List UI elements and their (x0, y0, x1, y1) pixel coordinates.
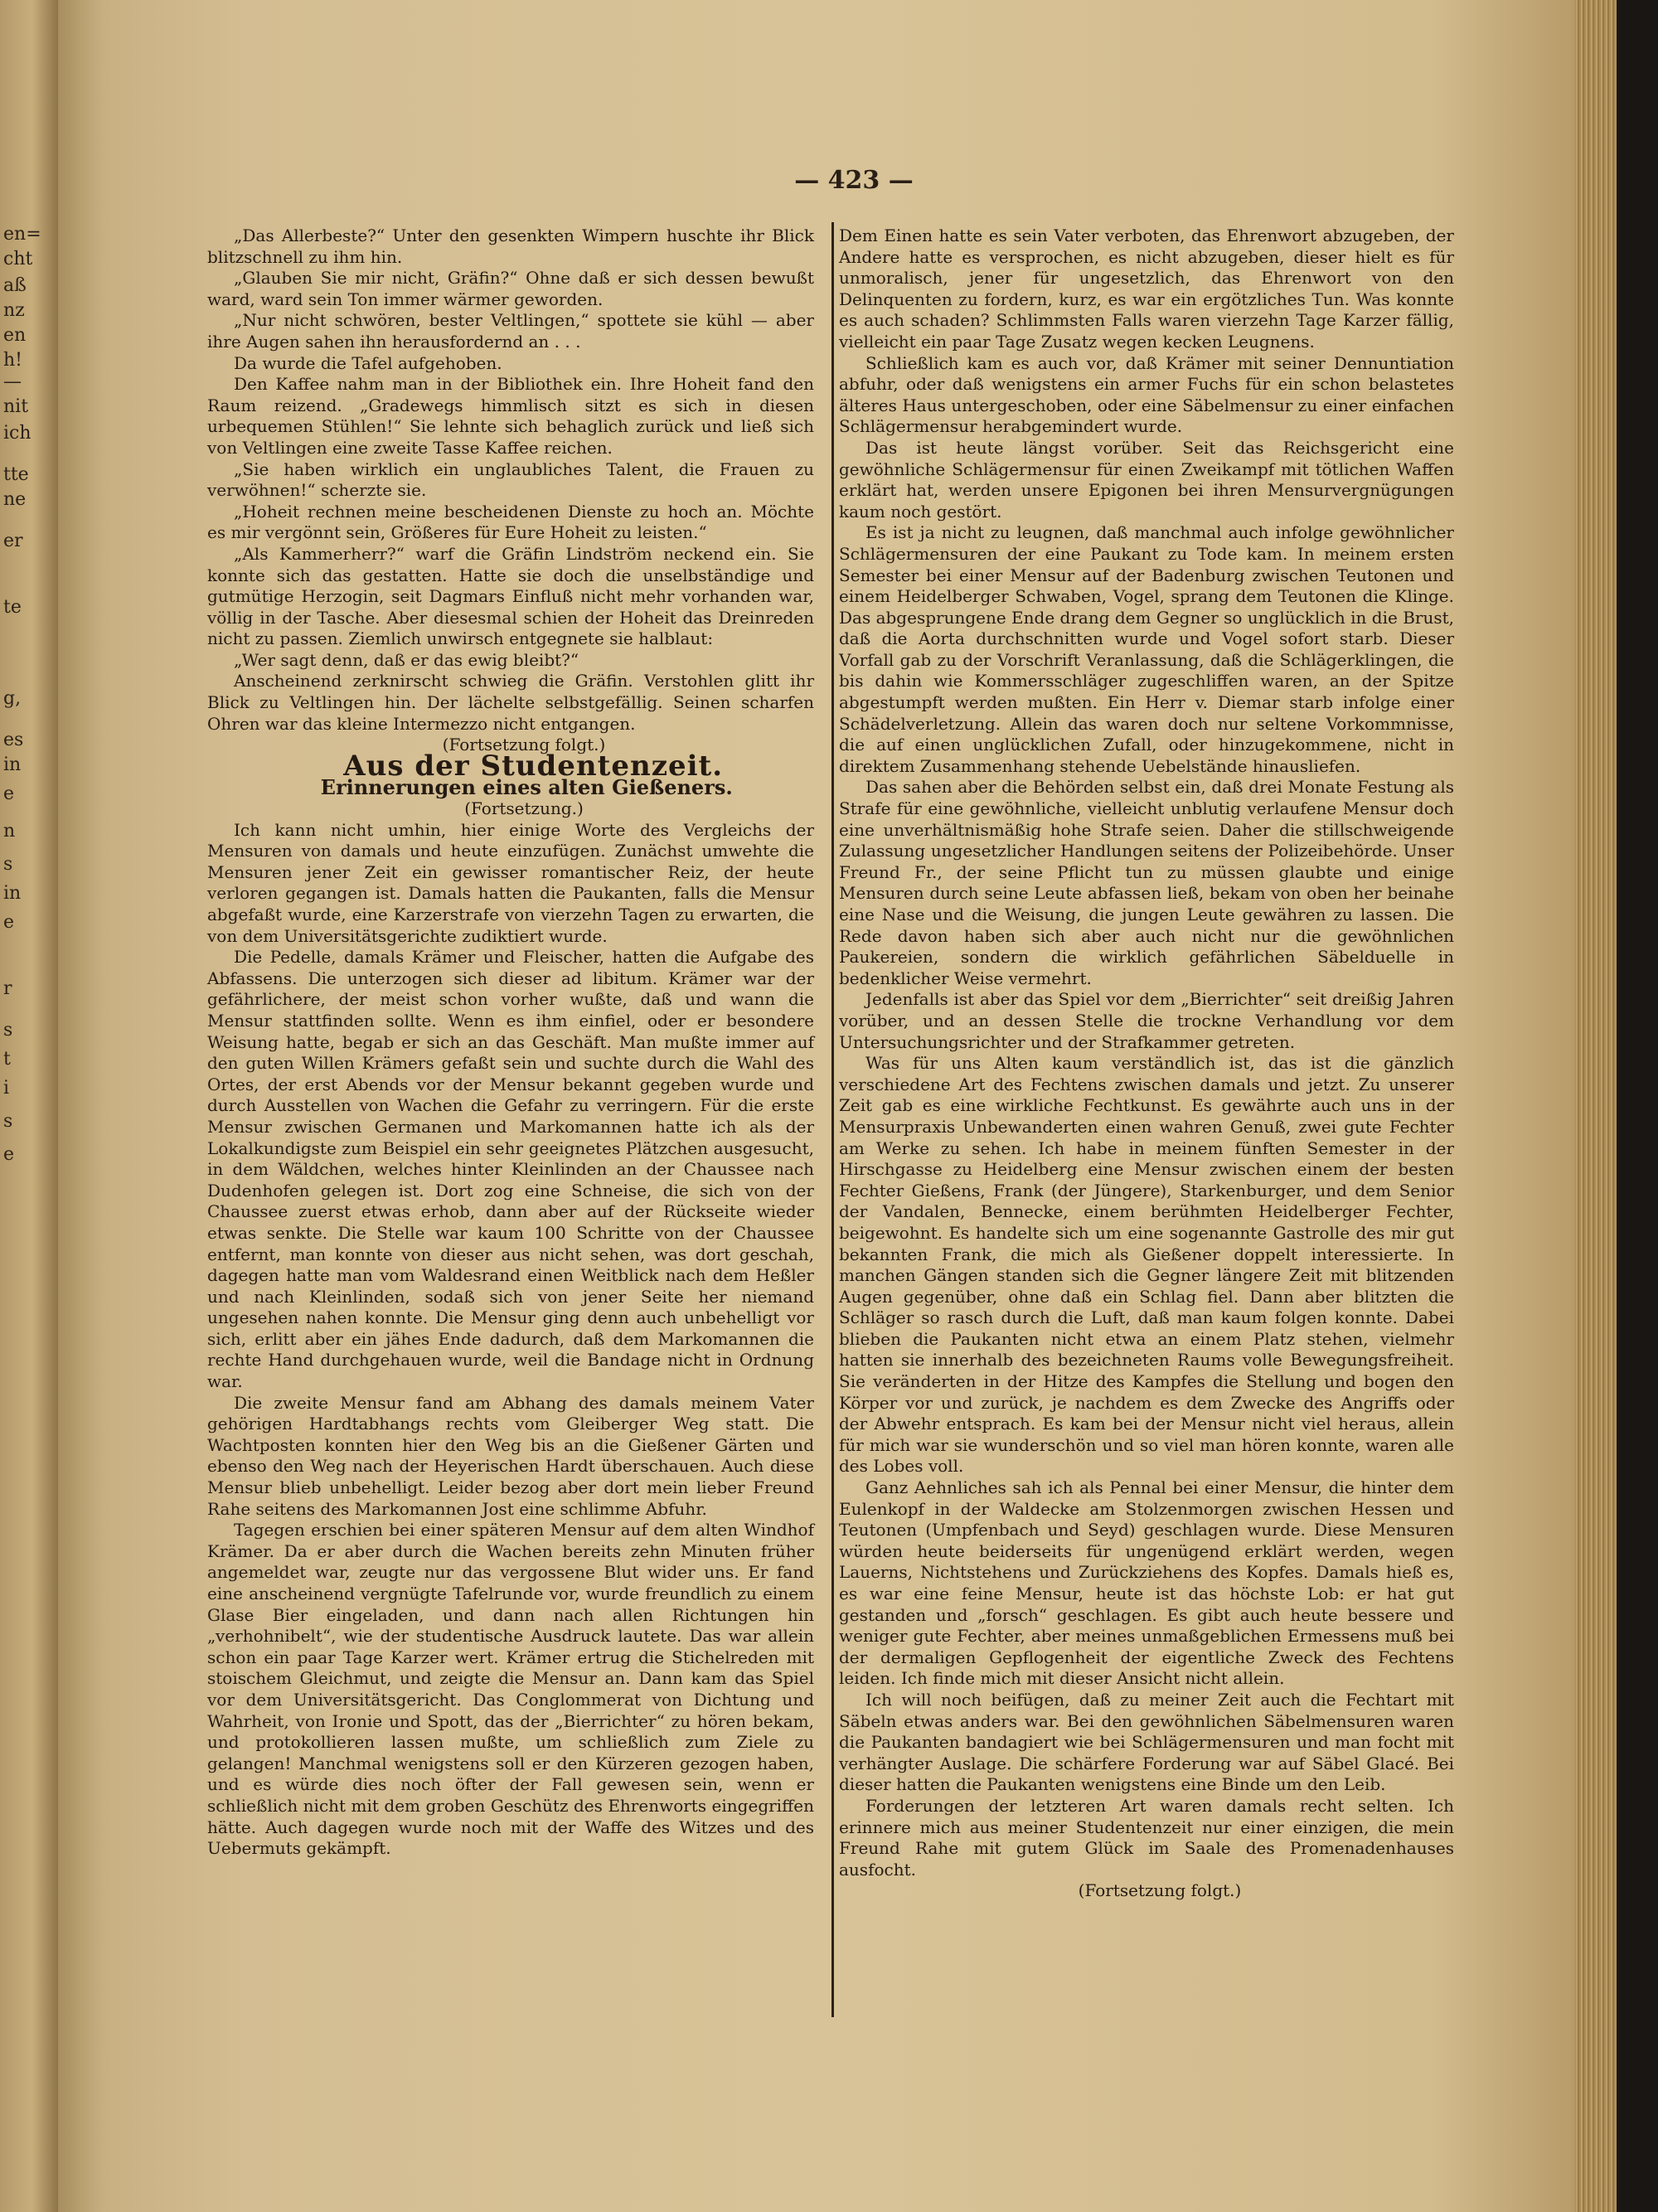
previous-page-fragment: e (3, 783, 15, 804)
paragraph: Jedenfalls ist aber das Spiel vor dem „Bierrichter“ seit dreißig Jahren vorüber, und an dessen Stelle die trockne Verhandlung vor dem Untersuchungsrichter und der Strafkammer getreten. (839, 989, 1454, 1052)
paragraph: Forderungen der letzteren Art waren damals recht selten. Ich erinnere mich aus meiner Studentenzeit nur einer einzigen, die mein Freund Rahe mit gutem Glück im Saale des Promenadenhauses ausfocht. (839, 1795, 1454, 1880)
paragraph: „Wer sagt denn, daß er das ewig bleibt?“ (234, 649, 579, 670)
paragraph: „Das Allerbeste?“ Unter den gesenkten Wimpern huschte ihr Blick blitzschnell zu ihm hin. (207, 226, 814, 267)
paragraph: Da wurde die Tafel aufgehoben. (234, 352, 502, 373)
previous-page-fragment: tte (3, 464, 29, 485)
page-number: — 423 — (794, 166, 914, 195)
paragraph: Die Pedelle, damals Krämer und Fleischer, hatten die Aufgabe des Abfassens. Die unterzogen sich dieser ad libitum. Krämer war der gefährlichere, der meist schon vorher wußte, daß und wann die Mensur stattfinden sollte. Wenn es ihm einfiel, oder er besondere Weisung hatte, begab er sich an das Geschäft. Man mußte immer auf den guten Willen Krämers gefaßt sein und suchte durch die Wahl des Ortes, der erst Abends vor der Mensur bekannt gegeben wurde und durch Ausstellen von Wachen die Gefahr zu verringern. Für die erste Mensur zwischen Germanen und Markomannen hatte ich als der Lokalkundigste zum Beispiel ein sehr geeignetes Plätzchen ausgesucht, in dem Wäldchen, welches hinter Kleinlinden an der Chaussee nach Dudenhofen gelegen ist. Dort zog eine Schneise, die sich von der Chaussee zuerst etwas erhob, dann aber auf der Rückseite wieder etwas senkte. Die Stelle war kaum 100 Schritte von der Chaussee entfernt, man konnte von dieser aus nicht sehen, was dort geschah, dagegen hatte man vom Waldesrand einen Weitblick nach dem Heßler und nach Kleinlinden, sodaß sich von jener Seite her niemand ungesehen nahen konnte. Die Mensur ging denn auch unbehelligt vor sich, erlitt aber ein jähes Ende dadurch, daß dem Markomannen die rechte Hand durchgehauen wurde, weil die Bandage nicht in Ordnung war. (207, 947, 814, 1392)
previous-page-fragment: e (3, 1144, 15, 1165)
paragraph: Ich will noch beifügen, daß zu meiner Zeit auch die Fechtart mit Säbeln etwas anders war. Bei den gewöhnlichen Säbelmensuren waren die Paukanten bandagiert wie bei Schlägermensuren und man focht mit verhängter Auslage. Die schärfere Forderung war auf Säbel Glacé. Bei dieser hatten die Paukanten wenigstens eine Binde um den Leib. (839, 1689, 1454, 1795)
paragraph: Es ist ja nicht zu leugnen, daß manchmal auch infolge gewöhnlicher Schlägermensuren der eine Paukant zu Tode kam. In meinem ersten Semester bei einer Mensur auf der Badenburg zwischen Teutonen und einem Heidelberger Schwaben, Vogel, sprang dem Teutonen die Klinge. Das abgesprungene Ende drang dem Gegner so unglücklich in die Brust, daß die Aorta durchschnitten wurde und Vogel sofort starb. Dieser Vorfall gab zu der Vorschrift Veranlassung, daß die Schlägerklingen, die bis dahin wie Kommersschläger zugeschliffen waren, an der Spitze abgestumpft werden mußten. Ein Herr v. Diemar starb infolge einer Schädelverletzung. Allein das waren doch nur seltene Vorkommnisse, die auf einen unglücklichen Zufall, oder hinzugekommene, nicht in direktem Zusammenhang stehende Uebelstände hinausliefen. (839, 522, 1454, 776)
paragraph: Ganz Aehnliches sah ich als Pennal bei einer Mensur, die hinter dem Eulenkopf in der Waldecke am Stolzenmorgen zwischen Hessen und Teutonen (Umpfenbach und Seyd) geschlagen wurde. Diese Mensuren würden heute beiderseits für ungenügend erklärt werden, wegen Lauerns, Nichtstehens und Zurückziehens des Kopfes. Damals hieß es, es war eine feine Mensur, heute ist das höchste Lob: er hat gut gestanden und „forsch“ geschlagen. Es gibt auch heute bessere und weniger gute Fechter, aber meines unmaßgeblichen Ermessens muß bei der dermaligen Gepflogenheit der eigentliche Zweck des Fechtens leiden. Ich finde mich mit dieser Ansicht nicht allein. (839, 1477, 1454, 1689)
paragraph: „Sie haben wirklich ein unglaubliches Talent, die Frauen zu verwöhnen!“ scherzte sie. (207, 458, 814, 501)
previous-page-fragment: i (3, 1078, 10, 1099)
previous-page-fragment: g, (3, 688, 22, 709)
previous-page-fragment: r (3, 978, 12, 999)
section-note: (Fortsetzung.) (464, 798, 584, 819)
previous-page-fragment: in (3, 754, 22, 775)
previous-page-fragment: ne (3, 489, 27, 510)
previous-page-fragment: n (3, 821, 16, 842)
paragraph: Tagegen erschien bei einer späteren Mensur auf dem alten Windhof Krämer. Da er aber durch die Wachen bereits zehn Minuten früher angemeldet war, zeugte nur das vergossene Blut wider uns. Er fand eine anscheinend vergnügte Tafelrunde vor, wurde freundlich zu einem Glase Bier eingeladen, und dann nach allen Richtungen hin „verhohnibelt“, wie der studentische Ausdruck lautete. Das war allein schon ein paar Tage Karzer wert. Krämer ertrug die Stichelreden mit stoischem Gleichmut, und zeigte die Mensur an. Dann kam das Spiel vor dem Universitätsgericht. Das Conglommerat von Dichtung und Wahrheit, von Ironie und Spott, das der „Bierrichter“ zu hören bekam, und protokollieren lassen mußte, um schließlich zum Ziele zu gelangen! Manchmal wenigstens soll er den Kürzeren gezogen haben, und es würde dies noch öfter der Fall gewesen sein, wenn er schließlich nicht mit dem groben Geschütz des Ehrenworts eingegriffen hätte. Auch dagegen wurde noch mit der Waffe des Witzes und des Uebermuts gekämpft. (207, 1520, 814, 1859)
right-column (839, 226, 1454, 1902)
previous-page-fragment: ich (3, 423, 32, 444)
left-column (207, 226, 814, 1860)
previous-page-fragment: — (3, 371, 22, 392)
previous-page-fragment: nit (3, 396, 29, 417)
previous-page-fragment: cht (3, 249, 33, 269)
section-title: Aus der Studentenzeit. (343, 749, 724, 783)
previous-page-fragment: en (3, 325, 27, 346)
continued-note: (Fortsetzung folgt.) (442, 735, 606, 755)
previous-page-fragment: nz (3, 300, 25, 321)
previous-page-fragment: te (3, 597, 22, 618)
article-studentenzeit (207, 749, 814, 1860)
paragraph: Was für uns Alten kaum verständlich ist, das ist die gänzlich verschiedene Art des Fechtens zwischen damals und jetzt. Zu unserer Zeit gab es eine wirkliche Fechtkunst. Es gewährte auch uns in der Mensurpraxis Unbewanderten einen wahren Genuß, zwei gute Fechter am Werke zu sehen. Ich habe in meinem fünften Semester in der Hirschgasse zu Heidelberg eine Mensur zwischen einem der besten Fechter Gießens, Frank (der Jüngere), Starkenburger, und dem Senior der Vandalen, Bennecke, einem berühmten Heidelberger Fechter, beigewohnt. Es handelte sich um eine sogenannte Gastrolle des mir gut bekannten Frank, die mich als Gießener doppelt interessierte. In manchen Gängen standen sich die Gegner längere Zeit mit blitzenden Augen gegenüber, ohne daß ein Schlag fiel. Dann aber blitzten die Schläger so rasch durch die Luft, daß man kaum folgen konnte. Dabei blieben die Paukanten nicht etwa an einem Platz stehen, vielmehr hatten sie innerhalb des bezeichneten Raums volle Bewegungsfreiheit. Sie veränderten in der Hitze des Kampfes die Stellung und bogen den Körper vor und zurück, je nachdem es dem Zwecke des Angriffs oder der Abwehr entsprach. Es kam bei der Mensur nicht viel heraus, allein für mich war sie wunderschön und so viel man hören konnte, waren alle des Lobes voll. (839, 1053, 1454, 1477)
previous-page-fragment: es (3, 730, 24, 750)
paragraph: Anscheinend zerknirscht schwieg die Gräfin. Verstohlen glitt ihr Blick zu Veltlingen hin. Der lächelte selbstgefällig. Seinen scharfen Ohren war das kleine Intermezzo nicht entgangen. (207, 671, 814, 734)
previous-page-fragment: s (3, 1020, 13, 1041)
column-rule (831, 222, 834, 2017)
page-edge-stack (1575, 0, 1617, 2212)
section-subtitle: Erinnerungen eines alten Gießeners. (320, 775, 733, 800)
previous-page-fragment: er (3, 531, 23, 551)
paragraph: „Glauben Sie mir nicht, Gräfin?“ Ohne daß er sich dessen bewußt ward, ward sein Ton immer wärmer geworden. (207, 268, 814, 309)
paragraph: Das ist heute längst vorüber. Seit das Reichsgericht eine gewöhnliche Schlägermensur für einen Zweikampf mit tötlichen Waffen erklärt hat, werden unsere Epigonen bei ihren Mensurvergnügungen kaum noch gestört. (839, 437, 1454, 521)
paragraph: Das sahen aber die Behörden selbst ein, daß drei Monate Festung als Strafe für eine gewöhnliche, vielleicht unblutig verlaufene Mensur doch eine unverhältnismäßig hohe Strafe seien. Daher die stillschweigende Zulassung ungesetzlicher Handlungen seitens der Polizeibehörde. Unser Freund Fr., der seine Pflicht tun zu müssen glaubte und einige Mensuren durch seine Leute abfassen ließ, bekam von oben her beinahe eine Nase und die Weisung, die jungen Leute gewähren zu lassen. Die Rede davon haben sich aber auch nicht nur die gewöhnlichen Paukereien, sondern die wirklich gefährlichen Säbelduelle in bedenklicher Weise vermehrt. (839, 777, 1454, 988)
paragraph: Ich kann nicht umhin, hier einige Worte des Vergleichs der Mensuren von damals und heute einzufügen. Zunächst umwehte die Mensuren jener Zeit ein gewisser romantischer Reiz, der heute verloren gegangen ist. Damals hatten die Paukanten, falls die Mensur abgefaßt wurde, eine Karzerstrafe von vierzehn Tagen zu erwarten, die von dem Universitätsgerichte zudiktiert wurde. (207, 819, 814, 946)
previous-page-fragment: t (3, 1049, 11, 1070)
paragraph: „Nur nicht schwören, bester Veltlingen,“ spottete sie kühl — aber ihre Augen sahen ihn herausfordernd an . . . (207, 310, 814, 352)
previous-page-fragment: aß (3, 275, 27, 296)
previous-page-strip (0, 0, 58, 2212)
paragraph: „Als Kammerherr?“ warf die Gräfin Lindström neckend ein. Sie konnte sich das gestatten. Hatte sie doch die unselbständige und gutmütige Herzogin, seit Dagmars Einfluß nicht mehr vorhanden war, völlig in der Tasche. Aber diesesmal schien der Hoheit das Dreinreden nicht zu passen. Ziemlich unwirsch entgegnete sie halblaut: (207, 543, 814, 649)
previous-page-fragment: e (3, 912, 15, 933)
previous-page-fragment: en= (3, 224, 41, 245)
paragraph: Schließlich kam es auch vor, daß Krämer mit seiner Dennuntiation abfuhr, oder daß wenigstens ein armer Fuchs für ein schon belastetes älteres Haus untergeschoben, oder eine Säbelmensur zu einer einfachen Schlägermensur herabgemindert wurde. (839, 352, 1454, 437)
paragraph: Dem Einen hatte es sein Vater verboten, das Ehrenwort abzugeben, der Andere hatte es versprochen, es nicht abzugeben, dieser hielt es für unmoralisch, jener für ungesetzlich, das Ehrenwort von den Delinquenten zu fordern, kurz, es war ein ergötzliches Tun. Was konnte es auch schaden? Schlimmsten Falls waren vierzehn Tage Karzer fällig, vielleicht ein paar Tage Zusatz wegen kecken Leugnens. (839, 226, 1454, 352)
previous-page-fragment: s (3, 854, 13, 875)
previous-page-fragment: s (3, 1111, 13, 1132)
continued-note: (Fortsetzung folgt.) (1078, 1880, 1242, 1901)
story-text (207, 226, 814, 756)
paragraph: „Hoheit rechnen meine bescheidenen Dienste zu hoch an. Möchte es mir vergönnt sein, Größeres für Eure Hoheit zu leisten.“ (207, 501, 814, 543)
paragraph: Den Kaffee nahm man in der Bibliothek ein. Ihre Hoheit fand den Raum reizend. „Gradewegs himmlisch sitzt es sich in diesen urbequemen Stühlen!“ Sie lehnte sich behaglich zurück und ließ sich von Veltlingen eine zweite Tasse Kaffee reichen. (207, 374, 814, 458)
previous-page-fragment: h! (3, 350, 23, 371)
paragraph: Die zweite Mensur fand am Abhang des damals meinem Vater gehörigen Hardtabhangs rechts vom Gleiberger Weg statt. Die Wachtposten konnten hier den Weg bis an die Gießener Gärten und ebenso den Weg nach der Heyerischen Hardt überschauen. Auch diese Mensur blieb unbehelligt. Leider bezog aber dort mein lieber Freund Rahe seitens des Markomannen Jost eine schlimme Abfuhr. (207, 1392, 814, 1519)
previous-page-fragment: in (3, 883, 22, 904)
